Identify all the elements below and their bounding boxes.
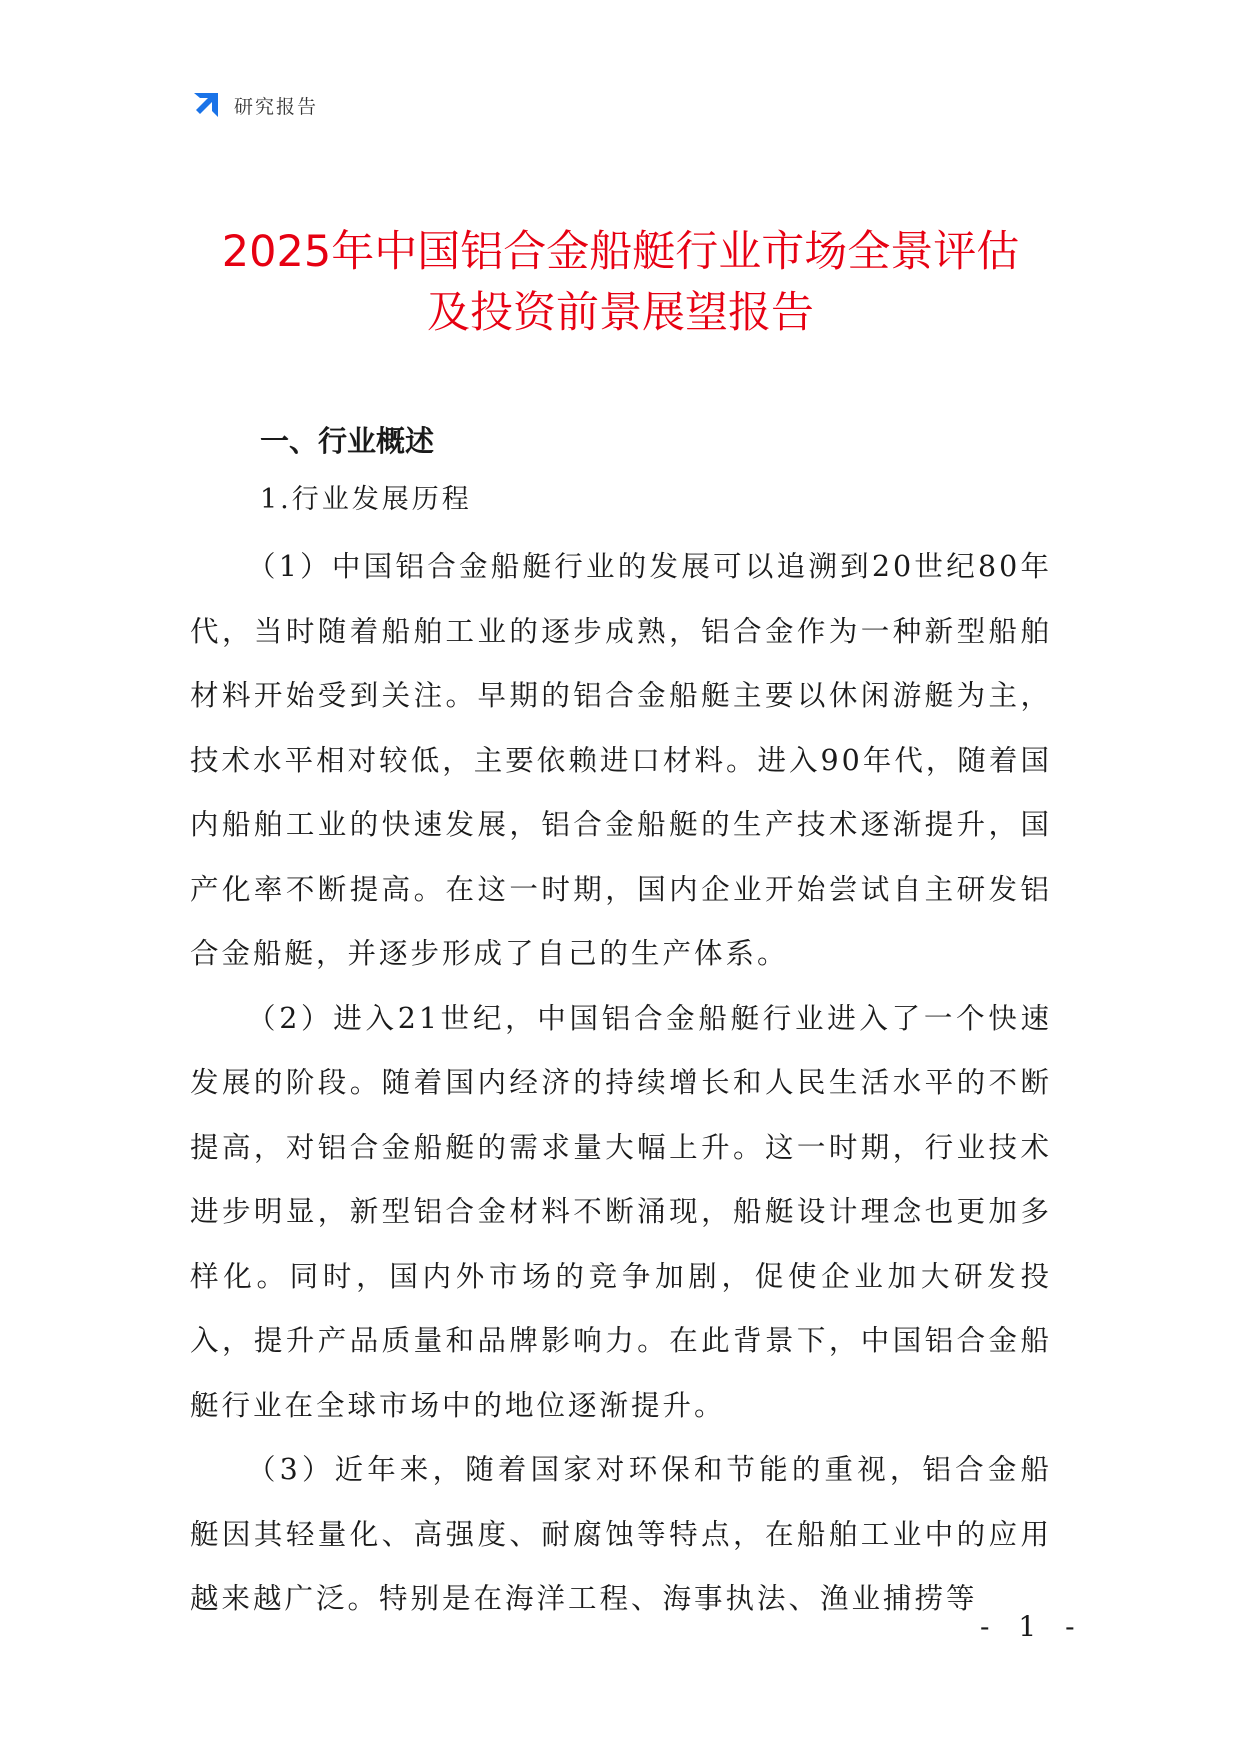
sub-heading: 1.行业发展历程 <box>260 484 472 515</box>
title-line-2: 及投资前景展望报告 <box>427 288 814 338</box>
paragraph-2: （2）进入21世纪，中国铝合金船艇行业进入了一个快速发展的阶段。随着国内经济的持续增长和人民生活水平的不断提高，对铝合金船艇的需求量大幅上升。这一时期，行业技术进步明显，新型铝合金材料不断涌现，船艇设计理念也更加多样化。同时，国内外市场的竞争加剧，促使企业加大研发投入，提升产品质量和品牌影响力。在此背景下，中国铝合金船艇行业在全球市场中的地位逐渐提升。 <box>190 1001 1052 1422</box>
document-body <box>190 420 1052 1632</box>
section-heading: 一、行业概述 <box>260 424 435 458</box>
document-title <box>150 222 1091 344</box>
arrow-up-right-icon <box>190 89 222 121</box>
header-label: 研究报告 <box>234 95 319 118</box>
title-line-1: 2025年中国铝合金船艇行业市场全景评估 <box>221 227 1020 277</box>
page-number: - 1 - <box>980 1610 1085 1643</box>
report-header <box>190 88 318 122</box>
paragraph-3: （3）近年来，随着国家对环保和节能的重视，铝合金船艇因其轻量化、高强度、耐腐蚀等特点，在船舶工业中的应用越来越广泛。特别是在海洋工程、海事执法、渔业捕捞等 <box>190 1453 1052 1615</box>
paragraph-1: （1）中国铝合金船艇行业的发展可以追溯到20世纪80年代，当时随着船舶工业的逐步成熟，铝合金作为一种新型船舶材料开始受到关注。早期的铝合金船艇主要以休闲游艇为主，技术水平相对较低，主要依赖进口材料。进入90年代，随着国内船舶工业的快速发展，铝合金船艇的生产技术逐渐提升，国产化率不断提高。在这一时期，国内企业开始尝试自主研发铝合金船艇，并逐步形成了自己的生产体系。 <box>190 550 1052 970</box>
